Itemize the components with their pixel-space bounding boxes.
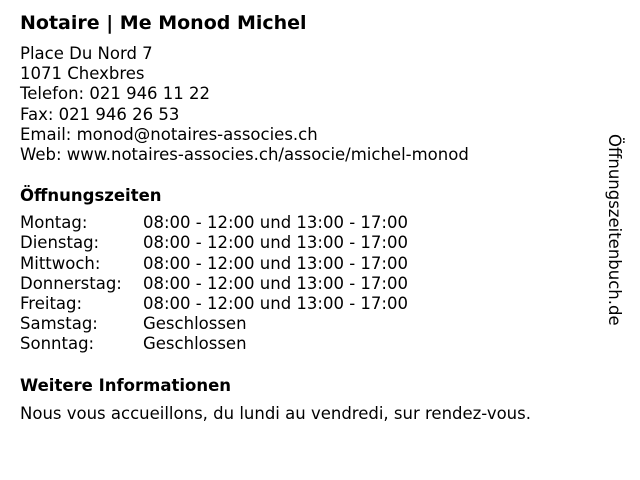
hours-time: 08:00 - 12:00 und 13:00 - 17:00 (143, 294, 408, 314)
fax-line: Fax: 021 946 26 53 (20, 104, 180, 124)
web-line: Web: www.notaires-associes.ch/associe/michel-monod (20, 145, 469, 165)
hours-row-monday (20, 213, 600, 233)
contact-block (20, 44, 600, 165)
business-card (20, 10, 600, 425)
hours-day: Mittwoch: (20, 253, 101, 273)
hours-time: 08:00 - 12:00 und 13:00 - 17:00 (143, 253, 408, 273)
hours-day: Freitag: (20, 294, 83, 314)
hours-table (20, 213, 600, 354)
hours-day: Sonntag: (20, 334, 95, 354)
hours-day: Donnerstag: (20, 273, 122, 293)
phone-line: Telefon: 021 946 11 22 (20, 84, 211, 104)
business-title: Notaire | Me Monod Michel (20, 12, 307, 34)
hours-row-saturday (20, 314, 600, 334)
info-text: Nous vous accueillons, du lundi au vendredi, sur rendez-vous. (20, 403, 531, 423)
brand-watermark: Öffnungszeitenbuch.de (605, 134, 624, 326)
email-line: Email: monod@notaires-associes.ch (20, 124, 318, 144)
hours-day: Samstag: (20, 314, 98, 334)
hours-time: 08:00 - 12:00 und 13:00 - 17:00 (143, 233, 408, 253)
info-heading: Weitere Informationen (20, 375, 232, 395)
hours-row-sunday (20, 334, 600, 354)
hours-row-wednesday (20, 254, 600, 274)
address-city: 1071 Chexbres (20, 64, 145, 84)
hours-time: Geschlossen (143, 314, 247, 334)
hours-heading: Öffnungszeiten (20, 186, 162, 206)
hours-time: 08:00 - 12:00 und 13:00 - 17:00 (143, 273, 408, 293)
hours-row-thursday (20, 274, 600, 294)
hours-row-tuesday (20, 233, 600, 253)
address-street: Place Du Nord 7 (20, 44, 153, 63)
hours-time: Geschlossen (143, 334, 247, 354)
hours-row-friday (20, 294, 600, 314)
hours-time: 08:00 - 12:00 und 13:00 - 17:00 (143, 213, 408, 233)
hours-day: Montag: (20, 213, 88, 233)
hours-day: Dienstag: (20, 233, 100, 253)
